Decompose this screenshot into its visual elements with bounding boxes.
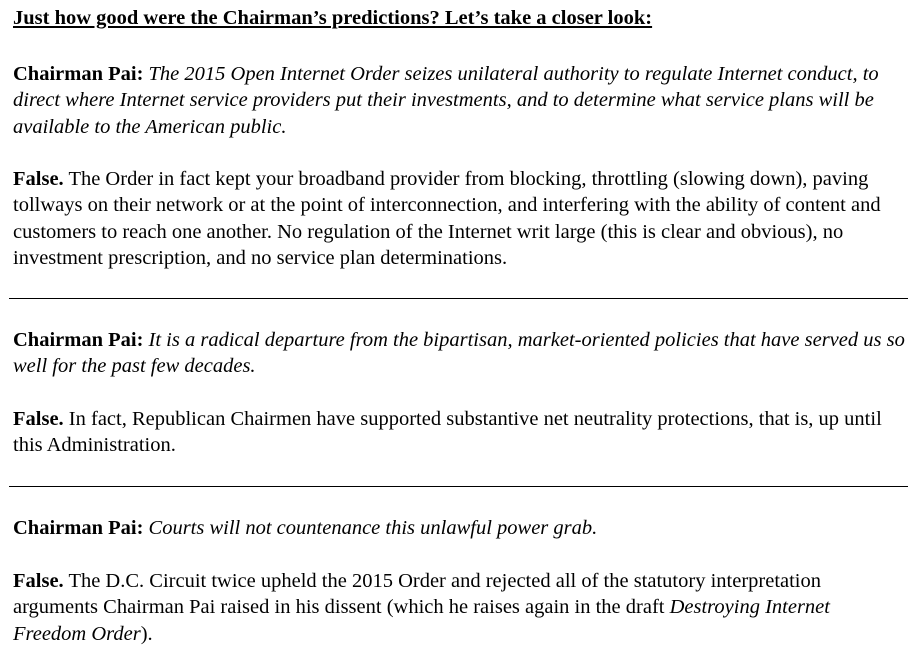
page-heading: Just how good were the Chairman’s predictions? Let’s take a closer look: bbox=[13, 7, 653, 29]
rebuttal-text: The D.C. Circuit twice upheld the 2015 Order and rejected all of the statutory interpretation arguments Chairman Pai raised in his dissent (which he raises again in the draft bbox=[13, 570, 822, 619]
section-divider bbox=[9, 298, 908, 299]
rebuttal-paragraph-1 bbox=[13, 166, 908, 271]
claim-quote: Courts will not countenance this unlawful power grab. bbox=[148, 517, 598, 539]
claim-speaker: Chairman Pai: bbox=[13, 517, 144, 539]
order-title: Destroying Internet Freedom Order bbox=[13, 596, 830, 645]
claim-paragraph-2 bbox=[13, 327, 908, 380]
rebuttal-text: The Order in fact kept your broadband provider from blocking, throttling (slowing down), paving tollways on their network or at the point of interconnection, and interfering with the ability of content and customers to reach one another. No regulation of the Internet writ large (this is clear and obvious), no investment prescription, and no service plan determinations. bbox=[13, 168, 881, 269]
claim-quote: The 2015 Open Internet Order seizes unilateral authority to regulate Internet conduct, to direct where Internet service providers put their investments, and to determine what service plans will be available to the American public. bbox=[13, 63, 879, 138]
rebuttal-paragraph-3 bbox=[13, 568, 908, 647]
claim-paragraph-1 bbox=[13, 61, 908, 140]
section-divider bbox=[9, 486, 908, 487]
claim-speaker: Chairman Pai: bbox=[13, 329, 144, 351]
rebuttal-text: In fact, Republican Chairmen have supported substantive net neutrality protections, that is, up until this Administration. bbox=[13, 408, 882, 457]
claim-speaker: Chairman Pai: bbox=[13, 63, 144, 85]
claim-quote: It is a radical departure from the bipartisan, market-oriented policies that have served us so well for the past few decades. bbox=[13, 329, 905, 378]
verdict-label: False. bbox=[13, 408, 64, 430]
verdict-label: False. bbox=[13, 168, 64, 190]
claim-paragraph-3 bbox=[13, 515, 908, 541]
rebuttal-end: ). bbox=[140, 622, 153, 645]
rebuttal-paragraph-2 bbox=[13, 406, 908, 459]
verdict-label: False. bbox=[13, 570, 64, 592]
